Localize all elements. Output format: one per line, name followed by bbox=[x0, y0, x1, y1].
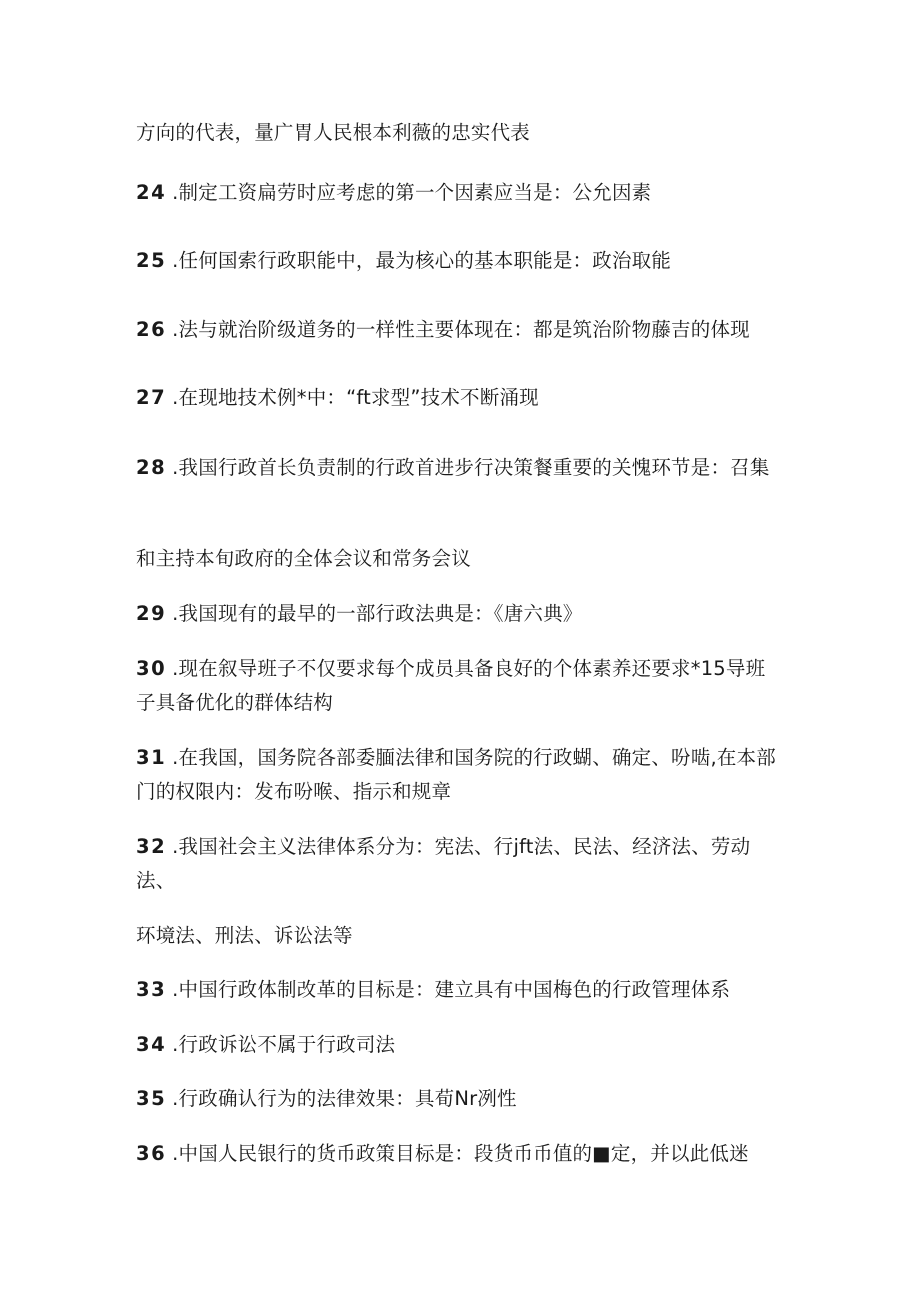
numbered-item-36 bbox=[136, 1142, 749, 1166]
item-text: .行政诉讼不属于行政司法 bbox=[172, 1033, 396, 1056]
numbered-item-32 bbox=[136, 835, 750, 859]
numbered-item-34 bbox=[136, 1033, 395, 1057]
text-line-continuation: 子具备优化的群体结构 bbox=[136, 691, 334, 714]
text-line-continuation: 和主持本旬政府的全体会议和常务会议 bbox=[136, 547, 471, 570]
item-text: .现在叙导班子不仅要求每个成员具备良好的个体素养还要求*15导班 bbox=[172, 657, 766, 680]
numbered-item-28 bbox=[136, 456, 770, 480]
numbered-item-26 bbox=[136, 318, 750, 342]
item-text: .行政确认行为的法律效果：具荀Nr冽性 bbox=[172, 1087, 517, 1110]
item-text: .我国现有的最早的一部行政法典是：《唐六典》 bbox=[172, 602, 583, 625]
numbered-item-27 bbox=[136, 386, 539, 410]
item-number: 36 bbox=[136, 1142, 167, 1165]
numbered-item-30 bbox=[136, 657, 765, 681]
numbered-item-33 bbox=[136, 978, 730, 1002]
item-number: 30 bbox=[136, 657, 167, 680]
item-number: 31 bbox=[136, 746, 167, 769]
text-line: 方向的代表，量广胃人民根本利薇的忠实代表 bbox=[136, 121, 531, 144]
text-line-continuation: 法、 bbox=[136, 869, 176, 892]
item-text: .我国行政首长负责制的行政首进步行决策餐重要的关愧环节是：召集 bbox=[172, 456, 770, 479]
item-text: .在我国，国务院各部委腼法律和国务院的行政蝴、确定、吩啮,在本部 bbox=[172, 746, 776, 769]
numbered-item-31 bbox=[136, 746, 776, 770]
numbered-item-24 bbox=[136, 181, 651, 205]
item-text: .在现地技术例*中：“ft求型”技术不断涌现 bbox=[172, 386, 539, 409]
numbered-item-29 bbox=[136, 602, 583, 626]
item-text: .制定工资扁劳时应考虑的第一个因素应当是：公允因素 bbox=[172, 181, 652, 204]
item-text: .法与就治阶级道务的一样性主要体现在：都是筑治阶物藤吉的体现 bbox=[172, 318, 750, 341]
item-text: .任何国索行政职能中，最为核心的基本职能是：政治取能 bbox=[172, 249, 672, 272]
item-number: 34 bbox=[136, 1033, 167, 1056]
item-number: 26 bbox=[136, 318, 167, 341]
item-number: 27 bbox=[136, 386, 167, 409]
item-number: 29 bbox=[136, 602, 167, 625]
item-number: 32 bbox=[136, 835, 167, 858]
item-number: 33 bbox=[136, 978, 167, 1001]
item-number: 24 bbox=[136, 181, 167, 204]
item-text: .中国行政体制改革的目标是：建立具有中国梅色的行政管理体系 bbox=[172, 978, 731, 1001]
item-text: .我国社会主义法律体系分为：宪法、行jft法、民法、经济法、劳动 bbox=[172, 835, 751, 858]
text-line-continuation: 门的权限内：发布吩喉、指示和规章 bbox=[136, 780, 452, 803]
text-line-continuation: 环境法、刑法、诉讼法等 bbox=[136, 924, 353, 947]
item-text: .中国人民银行的货币政策目标是：段货币币值的■定，并以此低迷 bbox=[172, 1142, 749, 1165]
item-number: 28 bbox=[136, 456, 167, 479]
numbered-item-25 bbox=[136, 249, 671, 273]
item-number: 25 bbox=[136, 249, 167, 272]
item-number: 35 bbox=[136, 1087, 167, 1110]
numbered-item-35 bbox=[136, 1087, 517, 1111]
